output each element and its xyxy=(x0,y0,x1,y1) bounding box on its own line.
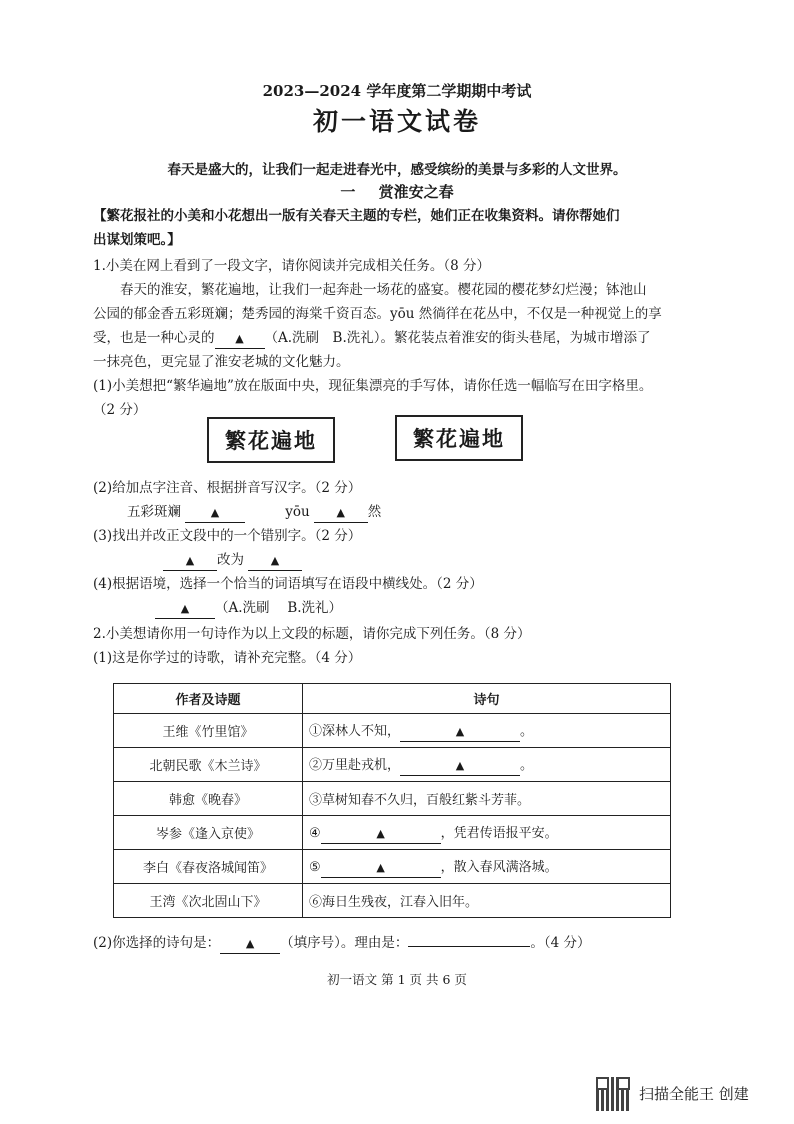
q1-sub3: (3)找出并改正文段中的一个错别字。（2 分） xyxy=(93,528,362,544)
table-row xyxy=(114,782,671,816)
question-2 xyxy=(93,622,743,670)
q1-sub3-blank-2[interactable]: ▲ xyxy=(248,551,302,571)
poem-blank[interactable]: ▲ xyxy=(321,825,441,844)
q1-stem: 1.小美在网上看到了一段文字，请你阅读并完成相关任务。（8 分） xyxy=(93,258,491,274)
header-verse: 诗句 xyxy=(303,684,671,714)
q2-sub2-blank-2[interactable] xyxy=(408,946,530,947)
q1-sub1: (1)小美想把“繁华遍地”放在版面中央，现征集漂亮的手写体，请你任选一幅临写在田字格里。 xyxy=(93,378,653,394)
poem-verse: ①深林人不知， ▲ 。 xyxy=(303,714,671,748)
question-1-subparts xyxy=(93,476,743,620)
poem-author: 北朝民歌《木兰诗》 xyxy=(114,748,303,782)
table-row xyxy=(114,748,671,782)
calligraphy-sample-2: 繁花遍地 xyxy=(395,415,523,461)
q2-sub1: (1)这是你学过的诗歌，请补充完整。（4 分） xyxy=(93,650,362,666)
calligraphy-sample-1: 繁花遍地 xyxy=(207,417,335,463)
table-row xyxy=(114,850,671,884)
section-title: 赏淮安之春 xyxy=(378,183,454,201)
poem-verse: ②万里赴戎机， ▲ 。 xyxy=(303,748,671,782)
exam-year-line: 2023—2024 学年度第二学期期中考试 xyxy=(262,82,532,100)
q2-sub2-blank-1[interactable]: ▲ xyxy=(220,934,280,954)
q1-sub2-blank-2[interactable]: ▲ xyxy=(314,503,368,523)
q1-sub4-answer-line: ▲ （A.洗刷 B.洗礼） xyxy=(93,596,743,620)
poem-author: 王湾《次北固山下》 xyxy=(114,884,303,918)
poem-verse: ④ ▲ ，凭君传语报平安。 xyxy=(303,816,671,850)
poem-table-header xyxy=(114,684,671,714)
section-heading xyxy=(0,181,794,202)
question-1 xyxy=(93,254,743,422)
section-number: 一 xyxy=(340,183,356,201)
q2-stem: 2.小美想请你用一句诗作为以上文段的标题，请你完成下列任务。（8 分） xyxy=(93,626,531,642)
q1-sub3-blank-1[interactable]: ▲ xyxy=(163,551,217,571)
poem-blank[interactable]: ▲ xyxy=(321,859,441,878)
poem-blank[interactable]: ▲ xyxy=(400,757,520,776)
q1-passage-line-3: 受，也是一种心灵的 ▲ （A.洗刷 B.洗礼）。繁花装点着淮安的街头巷尾，为城市增添了 xyxy=(93,326,743,350)
header-author: 作者及诗题 xyxy=(114,684,303,714)
q1-passage-line-4: 一抹亮色，更完显了淮安老城的文化魅力。 xyxy=(93,354,350,370)
task-note-line-1: 【繁花报社的小美和小花想出一版有关春天主题的专栏，她们正在收集资料。请你帮她们 xyxy=(93,208,620,224)
poem-verse: ⑥海日生残夜，江春入旧年。 xyxy=(303,884,671,918)
poem-author: 岑参《逢入京使》 xyxy=(114,816,303,850)
task-note xyxy=(93,204,733,252)
scanner-watermark: 扫描全能王 创建 xyxy=(639,1085,749,1103)
exam-title: 初一语文试卷 xyxy=(312,107,481,136)
q1-sub2-blank-1[interactable]: ▲ xyxy=(185,503,245,523)
poem-verse: ⑤ ▲ ，散入春风满洛城。 xyxy=(303,850,671,884)
q1-sub2-answer-line: 五彩斑斓 ▲ yōu ▲ 然 xyxy=(93,500,743,524)
qr-code-icon xyxy=(596,1077,630,1111)
intro-line: 春天是盛大的，让我们一起走进春光中，感受缤纷的美景与多彩的人文世界。 xyxy=(167,162,627,178)
table-row xyxy=(114,714,671,748)
poem-blank[interactable]: ▲ xyxy=(400,723,520,742)
q2-sub2: (2)你选择的诗句是： ▲ （填序号）。理由是： 。（4 分） xyxy=(93,931,743,955)
poem-author: 李白《春夜洛城闻笛》 xyxy=(114,850,303,884)
q1-sub4: (4)根据语境，选择一个恰当的词语填写在语段中横线处。（2 分） xyxy=(93,576,483,592)
q1-sub2: (2)给加点字注音、根据拼音写汉字。（2 分） xyxy=(93,480,362,496)
page-footer: 初一语文 第 1 页 共 6 页 xyxy=(327,972,467,987)
poem-author: 王维《竹里馆》 xyxy=(114,714,303,748)
poem-author: 韩愈《晚春》 xyxy=(114,782,303,816)
table-row xyxy=(114,816,671,850)
q1-sub4-blank[interactable]: ▲ xyxy=(155,599,215,619)
q1-passage-blank[interactable]: ▲ xyxy=(215,329,265,349)
table-row xyxy=(114,884,671,918)
q1-passage-line-1: 春天的淮安，繁花遍地，让我们一起奔赴一场花的盛宴。樱花园的樱花梦幻烂漫；钵池山 xyxy=(120,282,647,298)
q1-sub1-score: （2 分） xyxy=(93,402,147,418)
poem-verse: ③草树知春不久归，百般红紫斗芳菲。 xyxy=(303,782,671,816)
task-note-line-2: 出谋划策吧。】 xyxy=(93,232,181,248)
q1-sub3-answer-line: ▲ 改为 ▲ xyxy=(93,548,743,572)
q1-passage-line-2: 公园的郁金香五彩斑斓；楚秀园的海棠千资百态。yōu 然徜徉在花丛中，不仅是一种视觉上的享 xyxy=(93,306,662,322)
poem-table xyxy=(113,683,671,918)
